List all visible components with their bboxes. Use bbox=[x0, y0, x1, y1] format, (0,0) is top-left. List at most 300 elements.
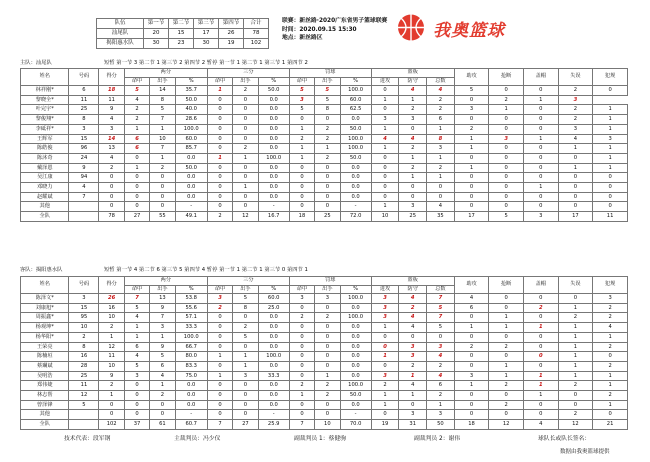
stat-cell: 78 bbox=[99, 212, 124, 222]
stat-cell: 2 bbox=[558, 105, 593, 115]
stat-cell: 0 bbox=[233, 134, 258, 144]
score-row-cell: 19 bbox=[219, 39, 244, 49]
stat-cell: 0.0 bbox=[258, 95, 289, 105]
stat-cell: 1 bbox=[489, 371, 524, 381]
stat-cell: 0 bbox=[207, 400, 232, 410]
stat-cell bbox=[69, 212, 99, 222]
stat-cell: 2 bbox=[558, 410, 593, 420]
stat-cell: 0.0 bbox=[258, 163, 289, 173]
header-cell: % bbox=[340, 285, 371, 294]
player-row bbox=[21, 124, 628, 134]
stat-cell: 2 bbox=[399, 144, 427, 154]
stat-cell: 0 bbox=[124, 183, 149, 193]
stat-cell: 0 bbox=[371, 173, 399, 183]
stat-cell: 9 bbox=[150, 342, 175, 352]
stat-cell: 10 bbox=[150, 134, 175, 144]
stat-cell: 0 bbox=[233, 391, 258, 401]
stat-cell: 5 bbox=[124, 86, 149, 96]
stat-cell: 0 bbox=[523, 153, 558, 163]
stat-cell: 50.0 bbox=[340, 153, 371, 163]
stat-cell: 0 bbox=[289, 173, 314, 183]
stat-cell: 2 bbox=[315, 381, 340, 391]
stat-cell: 7 bbox=[69, 192, 99, 202]
stat-cell: 0 bbox=[523, 115, 558, 125]
stat-cell: 1 bbox=[489, 105, 524, 115]
stat-cell: 1 bbox=[315, 144, 340, 154]
stat-cell: 0.0 bbox=[258, 183, 289, 193]
stat-cell: 1 bbox=[371, 202, 399, 212]
stat-cell: 4 bbox=[150, 371, 175, 381]
stat-cell: 21 bbox=[593, 420, 628, 430]
stat-cell: 1 bbox=[315, 371, 340, 381]
player-name: 陈沐奇 bbox=[21, 153, 69, 163]
stat-cell: 4 bbox=[399, 294, 427, 304]
stat-cell: 0 bbox=[558, 294, 593, 304]
stat-cell: 1 bbox=[523, 323, 558, 333]
stat-cell: 7 bbox=[150, 313, 175, 323]
header-cell: 命中 bbox=[124, 285, 149, 294]
stat-cell: 0 bbox=[315, 332, 340, 342]
stat-cell: 2 bbox=[150, 163, 175, 173]
stat-cell: 0.0 bbox=[175, 173, 207, 183]
stat-cell: 0.0 bbox=[175, 391, 207, 401]
home-team-label: 主队：汕尾队 bbox=[20, 60, 52, 66]
header-cell: % bbox=[340, 77, 371, 86]
stat-cell: 2 bbox=[523, 303, 558, 313]
stat-cell: 15 bbox=[69, 303, 99, 313]
stat-cell: 1 bbox=[289, 153, 314, 163]
stat-cell: 1 bbox=[558, 323, 593, 333]
stat-cell: 0 bbox=[523, 192, 558, 202]
player-row bbox=[21, 134, 628, 144]
stat-cell: 0 bbox=[523, 105, 558, 115]
player-row bbox=[21, 391, 628, 401]
stat-cell: 1 bbox=[399, 391, 427, 401]
stat-cell: 0 bbox=[233, 95, 258, 105]
stat-cell: 2 bbox=[207, 212, 232, 222]
stat-cell: 0 bbox=[523, 163, 558, 173]
stat-cell: 0 bbox=[489, 153, 524, 163]
player-name: 林志帮 bbox=[21, 391, 69, 401]
stat-cell: 35 bbox=[427, 212, 455, 222]
stat-cell: 66.7 bbox=[175, 342, 207, 352]
stat-cell: 0.0 bbox=[340, 323, 371, 333]
stat-cell: 0 bbox=[489, 192, 524, 202]
stat-cell: 85.7 bbox=[175, 144, 207, 154]
stat-cell: 100.0 bbox=[340, 294, 371, 304]
stat-cell: 4 bbox=[558, 134, 593, 144]
header-cell: % bbox=[258, 285, 289, 294]
stat-cell: 28 bbox=[69, 361, 99, 371]
stat-cell: 1 bbox=[593, 153, 628, 163]
stat-cell: 11 bbox=[99, 352, 124, 362]
stat-cell: 0 bbox=[523, 352, 558, 362]
data-source: 数据由我奥篮球提供 bbox=[560, 449, 610, 455]
player-name: 吴江康 bbox=[21, 173, 69, 183]
stat-cell: 0 bbox=[454, 202, 489, 212]
stat-cell: 0 bbox=[558, 173, 593, 183]
stat-cell: 50.0 bbox=[175, 163, 207, 173]
stat-cell: 57.1 bbox=[175, 313, 207, 323]
player-name: 陈泽文* bbox=[21, 294, 69, 304]
ref-main: 主裁判员：冯少仪 bbox=[174, 436, 221, 442]
stat-cell: 0 bbox=[315, 115, 340, 125]
stat-cell: 1 bbox=[150, 332, 175, 342]
stat-cell: 0.0 bbox=[340, 371, 371, 381]
stat-cell: 0 bbox=[99, 410, 124, 420]
stat-cell: 2 bbox=[454, 124, 489, 134]
stat-cell: 2 bbox=[399, 361, 427, 371]
player-name: 黎俊翔* bbox=[21, 115, 69, 125]
header-stl: 抢断 bbox=[489, 277, 524, 294]
stat-cell: 0 bbox=[207, 381, 232, 391]
stat-cell: 0 bbox=[593, 352, 628, 362]
header-ft: 罚球 bbox=[289, 277, 371, 286]
stat-cell: 50.0 bbox=[340, 391, 371, 401]
stat-cell: 49.1 bbox=[175, 212, 207, 222]
header-stl: 抢断 bbox=[489, 69, 524, 86]
stat-cell: 5 bbox=[315, 86, 340, 96]
stat-cell: 3 bbox=[593, 134, 628, 144]
stat-cell: 6 bbox=[69, 86, 99, 96]
stat-cell: 0 bbox=[454, 192, 489, 202]
stat-cell: 1 bbox=[593, 400, 628, 410]
stat-cell: 0 bbox=[289, 332, 314, 342]
stat-cell: 18 bbox=[454, 420, 489, 430]
stat-cell: 1 bbox=[289, 124, 314, 134]
stat-cell: 0.0 bbox=[258, 361, 289, 371]
stat-cell: 1 bbox=[454, 381, 489, 391]
stat-cell: 55.6 bbox=[175, 303, 207, 313]
stat-cell: 0 bbox=[207, 323, 232, 333]
stat-cell: 3 bbox=[427, 342, 455, 352]
player-name: 杨观坤* bbox=[21, 323, 69, 333]
stat-cell: 12 bbox=[558, 420, 593, 430]
stat-cell: 0 bbox=[489, 163, 524, 173]
score-row-cell: 揭阳惠水队 bbox=[97, 39, 144, 49]
stat-cell: 33.3 bbox=[175, 323, 207, 333]
stat-cell: 0 bbox=[207, 105, 232, 115]
player-name: 陈楠垣 bbox=[21, 352, 69, 362]
tech-label: 技术代表： bbox=[64, 436, 93, 442]
stat-cell: 0 bbox=[233, 342, 258, 352]
stat-cell: 0 bbox=[523, 144, 558, 154]
stat-cell: 1 bbox=[489, 323, 524, 333]
stat-cell: 15 bbox=[69, 134, 99, 144]
stat-cell: 0 bbox=[523, 313, 558, 323]
stat-cell: 0 bbox=[371, 86, 399, 96]
stat-cell: 2 bbox=[489, 381, 524, 391]
stat-cell: 0 bbox=[489, 303, 524, 313]
stat-cell: 5 bbox=[489, 212, 524, 222]
away-team-label: 客队：揭阳惠水队 bbox=[20, 267, 63, 273]
stat-cell: 0 bbox=[523, 86, 558, 96]
stat-cell: 0 bbox=[207, 144, 232, 154]
stat-cell: 0 bbox=[289, 361, 314, 371]
stat-cell: 0 bbox=[371, 163, 399, 173]
stat-cell: 0 bbox=[489, 332, 524, 342]
stat-cell: 0 bbox=[315, 173, 340, 183]
officials-footer bbox=[64, 433, 634, 442]
header-foul: 犯规 bbox=[593, 69, 628, 86]
stat-cell: 0 bbox=[489, 86, 524, 96]
stat-cell: 2 bbox=[233, 144, 258, 154]
stat-cell: 100.0 bbox=[258, 153, 289, 163]
stat-cell: 14 bbox=[99, 134, 124, 144]
stat-cell: 6 bbox=[150, 361, 175, 371]
stat-cell: 0 bbox=[207, 342, 232, 352]
stat-cell: 7 bbox=[150, 144, 175, 154]
player-name: 吴明浩 bbox=[21, 371, 69, 381]
stat-cell: 0.0 bbox=[340, 332, 371, 342]
stat-cell: 60.0 bbox=[340, 95, 371, 105]
stat-cell: 0 bbox=[523, 173, 558, 183]
stat-cell: 0 bbox=[315, 400, 340, 410]
stat-cell: 4 bbox=[427, 202, 455, 212]
stat-cell: 0.0 bbox=[340, 192, 371, 202]
stat-cell: 0 bbox=[289, 371, 314, 381]
league-name: 联赛：新丝路·2020广东省男子篮球联赛 bbox=[282, 18, 388, 24]
stat-cell: 3 bbox=[399, 342, 427, 352]
stat-cell: - bbox=[175, 202, 207, 212]
header-reb: 篮板 bbox=[371, 69, 454, 78]
stat-cell: 0.0 bbox=[258, 332, 289, 342]
stat-cell: 0 bbox=[593, 183, 628, 193]
stat-cell: 0 bbox=[371, 332, 399, 342]
player-name: 黎晓全* bbox=[21, 95, 69, 105]
player-name: 刘康旭* bbox=[21, 303, 69, 313]
stat-cell: 0 bbox=[399, 400, 427, 410]
header-reb: 篮板 bbox=[371, 277, 454, 286]
stat-cell: 0 bbox=[124, 410, 149, 420]
stat-cell: 0 bbox=[233, 400, 258, 410]
stat-cell: 10 bbox=[99, 313, 124, 323]
header-cell: 出手 bbox=[150, 285, 175, 294]
stat-cell: 0 bbox=[454, 153, 489, 163]
stat-cell bbox=[69, 420, 99, 430]
stat-cell: 0 bbox=[593, 202, 628, 212]
header-cell: % bbox=[175, 285, 207, 294]
stat-cell: 0.0 bbox=[258, 105, 289, 115]
score-header-row-cell: 队伍 bbox=[97, 19, 144, 29]
stat-cell: 0 bbox=[289, 303, 314, 313]
stat-cell: 0 bbox=[558, 192, 593, 202]
stat-cell: 31 bbox=[399, 420, 427, 430]
stat-cell: 1 bbox=[371, 352, 399, 362]
brand-name: 我奥篮球 bbox=[433, 21, 505, 41]
stat-cell: 3 bbox=[371, 294, 399, 304]
player-row bbox=[21, 212, 628, 222]
stat-cell: 0.0 bbox=[340, 303, 371, 313]
stat-cell: 100.0 bbox=[258, 352, 289, 362]
stat-cell: 2 bbox=[99, 323, 124, 333]
stat-cell: 3 bbox=[371, 303, 399, 313]
stat-cell: 1 bbox=[558, 144, 593, 154]
stat-cell: 0 bbox=[315, 323, 340, 333]
player-name: 全队 bbox=[21, 420, 69, 430]
player-name: 全队 bbox=[21, 212, 69, 222]
stat-cell: 1 bbox=[593, 115, 628, 125]
stat-cell: 2 bbox=[233, 323, 258, 333]
player-row bbox=[21, 410, 628, 420]
stat-cell: 3 bbox=[124, 371, 149, 381]
player-row bbox=[21, 202, 628, 212]
header-cell: 出手 bbox=[315, 285, 340, 294]
score-row bbox=[97, 29, 269, 39]
stat-cell: 4 bbox=[454, 294, 489, 304]
stat-cell: 14 bbox=[150, 86, 175, 96]
stat-cell: 17 bbox=[558, 212, 593, 222]
stat-cell: 0 bbox=[150, 173, 175, 183]
stat-cell: 0 bbox=[454, 95, 489, 105]
player-name: 其他 bbox=[21, 202, 69, 212]
stat-cell: 4 bbox=[124, 95, 149, 105]
quarter-score-table bbox=[96, 18, 269, 49]
stat-cell: 2 bbox=[593, 342, 628, 352]
stat-cell: 4 bbox=[99, 115, 124, 125]
stat-cell: 7 bbox=[427, 313, 455, 323]
stat-cell: 0 bbox=[399, 124, 427, 134]
stat-cell: 0.0 bbox=[340, 183, 371, 193]
stat-cell: 2 bbox=[427, 391, 455, 401]
stat-cell: 9 bbox=[99, 105, 124, 115]
stat-cell: 0 bbox=[558, 400, 593, 410]
stat-cell: 0.0 bbox=[340, 173, 371, 183]
stat-cell: 100.0 bbox=[175, 124, 207, 134]
player-row bbox=[21, 342, 628, 352]
stat-cell: 16 bbox=[99, 303, 124, 313]
stat-cell: 0.0 bbox=[340, 361, 371, 371]
header-points: 得分 bbox=[99, 69, 124, 86]
stat-cell: 11 bbox=[593, 212, 628, 222]
stat-cell: 0 bbox=[289, 163, 314, 173]
player-row bbox=[21, 303, 628, 313]
stat-cell: 10 bbox=[99, 361, 124, 371]
stat-cell: 1 bbox=[233, 361, 258, 371]
stat-cell: 7 bbox=[150, 115, 175, 125]
stat-cell: 0.0 bbox=[175, 183, 207, 193]
stat-cell: 0 bbox=[454, 410, 489, 420]
stat-cell: 17 bbox=[454, 212, 489, 222]
stat-cell: 3 bbox=[371, 313, 399, 323]
player-name: 郑伟婕 bbox=[21, 381, 69, 391]
stat-cell: 3 bbox=[399, 352, 427, 362]
stat-cell: 0 bbox=[99, 192, 124, 202]
stat-cell: 0 bbox=[207, 95, 232, 105]
away-stats-table bbox=[20, 276, 628, 430]
stat-cell: 2 bbox=[150, 391, 175, 401]
stat-cell: 25 bbox=[399, 212, 427, 222]
stat-cell: 0 bbox=[489, 144, 524, 154]
header-cell: 出手 bbox=[233, 77, 258, 86]
stat-cell: 25 bbox=[69, 105, 99, 115]
player-name: 王荣亮 bbox=[21, 342, 69, 352]
stat-cell: 7 bbox=[289, 420, 314, 430]
stat-cell: 0 bbox=[207, 134, 232, 144]
stat-cell: 2 bbox=[207, 303, 232, 313]
stat-cell: 1 bbox=[558, 361, 593, 371]
stat-cell: 1 bbox=[99, 391, 124, 401]
header-cell: 总数 bbox=[427, 77, 455, 86]
stat-cell: 1 bbox=[523, 183, 558, 193]
score-row-cell: 23 bbox=[169, 39, 194, 49]
header-tov: 失误 bbox=[558, 69, 593, 86]
stat-cell: 0 bbox=[124, 391, 149, 401]
stat-cell: 0 bbox=[150, 410, 175, 420]
stat-cell: 0 bbox=[315, 410, 340, 420]
stat-cell: 4 bbox=[399, 323, 427, 333]
stat-cell: 0 bbox=[315, 352, 340, 362]
stat-cell: 1 bbox=[523, 95, 558, 105]
stat-cell: 1 bbox=[150, 153, 175, 163]
player-name: 赵耀斌 bbox=[21, 192, 69, 202]
stat-cell: 0 bbox=[315, 361, 340, 371]
stat-cell: 1 bbox=[523, 134, 558, 144]
stat-cell: 0 bbox=[233, 192, 258, 202]
stat-cell: 6 bbox=[124, 144, 149, 154]
stat-cell: 0 bbox=[427, 332, 455, 342]
stat-cell: 0 bbox=[427, 192, 455, 202]
player-row bbox=[21, 183, 628, 193]
score-row-cell: 26 bbox=[219, 29, 244, 39]
stat-cell: - bbox=[340, 202, 371, 212]
stat-cell: 100.0 bbox=[340, 313, 371, 323]
home-team-line bbox=[20, 60, 308, 67]
stat-cell: 1 bbox=[233, 352, 258, 362]
header-cell: 总数 bbox=[427, 285, 455, 294]
stat-cell: 35.7 bbox=[175, 86, 207, 96]
stat-cell: 3 bbox=[289, 294, 314, 304]
stat-cell: 10 bbox=[371, 212, 399, 222]
stat-cell: 0 bbox=[124, 192, 149, 202]
stat-cell: 0 bbox=[371, 183, 399, 193]
stat-cell: 0 bbox=[489, 294, 524, 304]
stat-cell: 0 bbox=[233, 173, 258, 183]
stat-cell: 2 bbox=[315, 391, 340, 401]
stat-cell: 1 bbox=[454, 323, 489, 333]
stat-cell: 1 bbox=[150, 124, 175, 134]
stat-cell: 100.0 bbox=[340, 134, 371, 144]
ref-1: 副裁判员 1：蔡健驹 bbox=[294, 436, 346, 442]
stat-cell: 0.0 bbox=[340, 352, 371, 362]
stat-cell: 5 bbox=[289, 86, 314, 96]
stat-cell: 5 bbox=[289, 105, 314, 115]
score-row-cell: 17 bbox=[194, 29, 219, 39]
stat-cell: 6 bbox=[427, 115, 455, 125]
stat-cell: 3 bbox=[399, 115, 427, 125]
stat-cell: 1 bbox=[593, 105, 628, 115]
stat-cell: 0.0 bbox=[258, 192, 289, 202]
stat-cell: 0.0 bbox=[258, 124, 289, 134]
stat-cell: 2 bbox=[289, 381, 314, 391]
stat-cell: 1 bbox=[523, 371, 558, 381]
stat-cell: 8 bbox=[150, 95, 175, 105]
stat-cell: 0 bbox=[371, 361, 399, 371]
stat-cell: 3 bbox=[371, 371, 399, 381]
score-row-cell: 15 bbox=[169, 29, 194, 39]
stat-cell: 2 bbox=[399, 303, 427, 313]
stat-cell: 0 bbox=[454, 115, 489, 125]
header-cell: 进攻 bbox=[371, 77, 399, 86]
stat-cell: 0 bbox=[523, 400, 558, 410]
stat-cell: 0.0 bbox=[340, 342, 371, 352]
stat-cell: 1 bbox=[558, 303, 593, 313]
stat-cell: 1 bbox=[371, 95, 399, 105]
stat-cell: 0 bbox=[558, 391, 593, 401]
score-row-cell: 30 bbox=[144, 39, 169, 49]
stat-cell: 1 bbox=[593, 332, 628, 342]
stat-cell: 8 bbox=[315, 105, 340, 115]
